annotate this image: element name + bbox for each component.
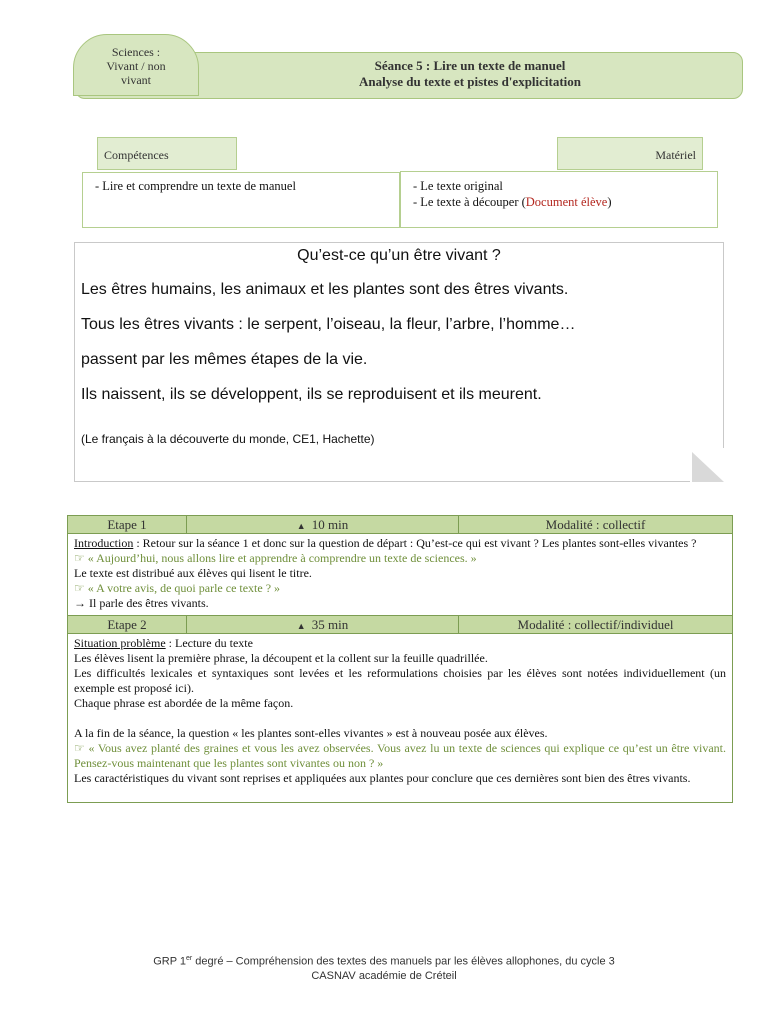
step1-duration-cell (187, 516, 459, 533)
step2-sp (74, 636, 726, 651)
card-line: passent par les mêmes étapes de la vie. (81, 351, 368, 368)
footer-line1 (0, 952, 768, 969)
step2-modalite: Modalité : collectif/individuel (517, 617, 674, 632)
step2-duration: 35 min (311, 617, 349, 632)
card-line: Les êtres humains, les animaux et les plantes sont des êtres vivants. (81, 281, 569, 298)
step1-quote (74, 551, 726, 566)
step2-quote (74, 741, 726, 771)
step2-line: Les élèves lisent la première phrase, la découpent et la collent sur la feuille quadrillée. (74, 651, 488, 665)
step2-line: Chaque phrase est abordée de la même façon. (74, 696, 294, 710)
step1-quote (74, 581, 726, 596)
page-curl (690, 448, 724, 482)
step1-duration: 10 min (311, 517, 349, 532)
intro-label: Introduction (74, 536, 134, 550)
step1-body (68, 534, 732, 615)
materiel-item-text: - Le texte à découper ( (413, 195, 526, 209)
card-line: Tous les êtres vivants : le serpent, l’oiseau, la fleur, l’arbre, l’homme… (81, 316, 576, 333)
materiel-box (400, 171, 718, 228)
sp-text: : Lecture du texte (165, 636, 253, 650)
materiel-label: Matériel (557, 137, 703, 170)
footer-text: degré – Compréhension des textes des manuels par les élèves allophones, du cycle 3 (192, 955, 615, 968)
subject-tab (73, 34, 199, 96)
intro-text: : Retour sur la séance 1 et donc sur la question de départ : Qu’est-ce qui est vivant ? Les plantes sont-elles vivantes ? (133, 536, 697, 550)
competences-box (82, 172, 400, 228)
subject-line: Sciences : (111, 45, 161, 59)
speech-icon: ☞ (74, 741, 89, 755)
step1-modalite: Modalité : collectif (545, 517, 646, 532)
footer-line2: CASNAV académie de Créteil (311, 969, 457, 982)
step2-label: Etape 2 (68, 616, 187, 633)
step1-answer (74, 596, 726, 611)
answer-text: Il parle des êtres vivants. (89, 596, 209, 610)
session-title-line1: Séance 5 : Lire un texte de manuel (374, 58, 566, 73)
steps-table (67, 515, 733, 803)
materiel-item (413, 194, 705, 210)
subject-line: vivant (121, 73, 151, 87)
timer-icon: ▲ (296, 621, 306, 631)
document-eleve-label: Document élève (525, 195, 608, 209)
footer (0, 952, 768, 983)
arrow-icon: → (74, 596, 89, 610)
speech-icon: ☞ (74, 581, 88, 595)
materiel-item: - Le texte original (413, 179, 503, 193)
step1-label: Etape 1 (68, 516, 187, 533)
step1-line: Le texte est distribué aux élèves qui lisent le titre. (74, 566, 312, 580)
footer-sup: er (186, 955, 193, 962)
session-title (200, 58, 740, 90)
quote-text: « Aujourd’hui, nous allons lire et apprendre à comprendre un texte de sciences. » (87, 551, 477, 565)
step1-intro (74, 536, 726, 551)
card-source: (Le français à la découverte du monde, CE1, Hachette) (81, 432, 375, 446)
text-card (74, 242, 724, 482)
speech-icon: ☞ (74, 551, 88, 565)
sp-label: Situation problème (74, 636, 166, 650)
timer-icon: ▲ (296, 521, 306, 531)
step2-body (68, 634, 732, 802)
footer-text: GRP 1 (153, 955, 187, 968)
step1-header (68, 516, 732, 534)
step2-line: A la fin de la séance, la question « les plantes sont-elles vivantes » est à nouveau posée aux élèves. (74, 726, 548, 740)
card-title: Qu’est-ce qu’un être vivant ? (297, 247, 501, 264)
materiel-item-text: ) (607, 195, 612, 209)
subject-line: Vivant / non (106, 59, 166, 73)
competences-label: Compétences (97, 137, 237, 170)
competence-item: - Lire et comprendre un texte de manuel (95, 179, 296, 193)
step2-duration-cell (187, 616, 459, 633)
step2-header (68, 615, 732, 634)
quote-text: « Vous avez planté des graines et vous les avez observées. Vous avez lu un texte de sciences qui explique ce qu’est un être vivant. Pensez-vous maintenant que les plantes sont vivantes ou non ? » (74, 741, 727, 770)
quote-text: « A votre avis, de quoi parle ce texte ? » (87, 581, 281, 595)
card-line: Ils naissent, ils se développent, ils se reproduisent et ils meurent. (81, 386, 542, 403)
session-title-line2: Analyse du texte et pistes d'explicitation (358, 74, 582, 89)
step2-line: Les caractéristiques du vivant sont reprises et appliquées aux plantes pour conclure que ces dernières sont bien des êtres vivants. (74, 771, 691, 785)
step2-line: Les difficultés lexicales et syntaxiques sont levées et les reformulations choisies par les élèves sont notées individuellement (un exemple est proposé ici). (74, 666, 726, 695)
